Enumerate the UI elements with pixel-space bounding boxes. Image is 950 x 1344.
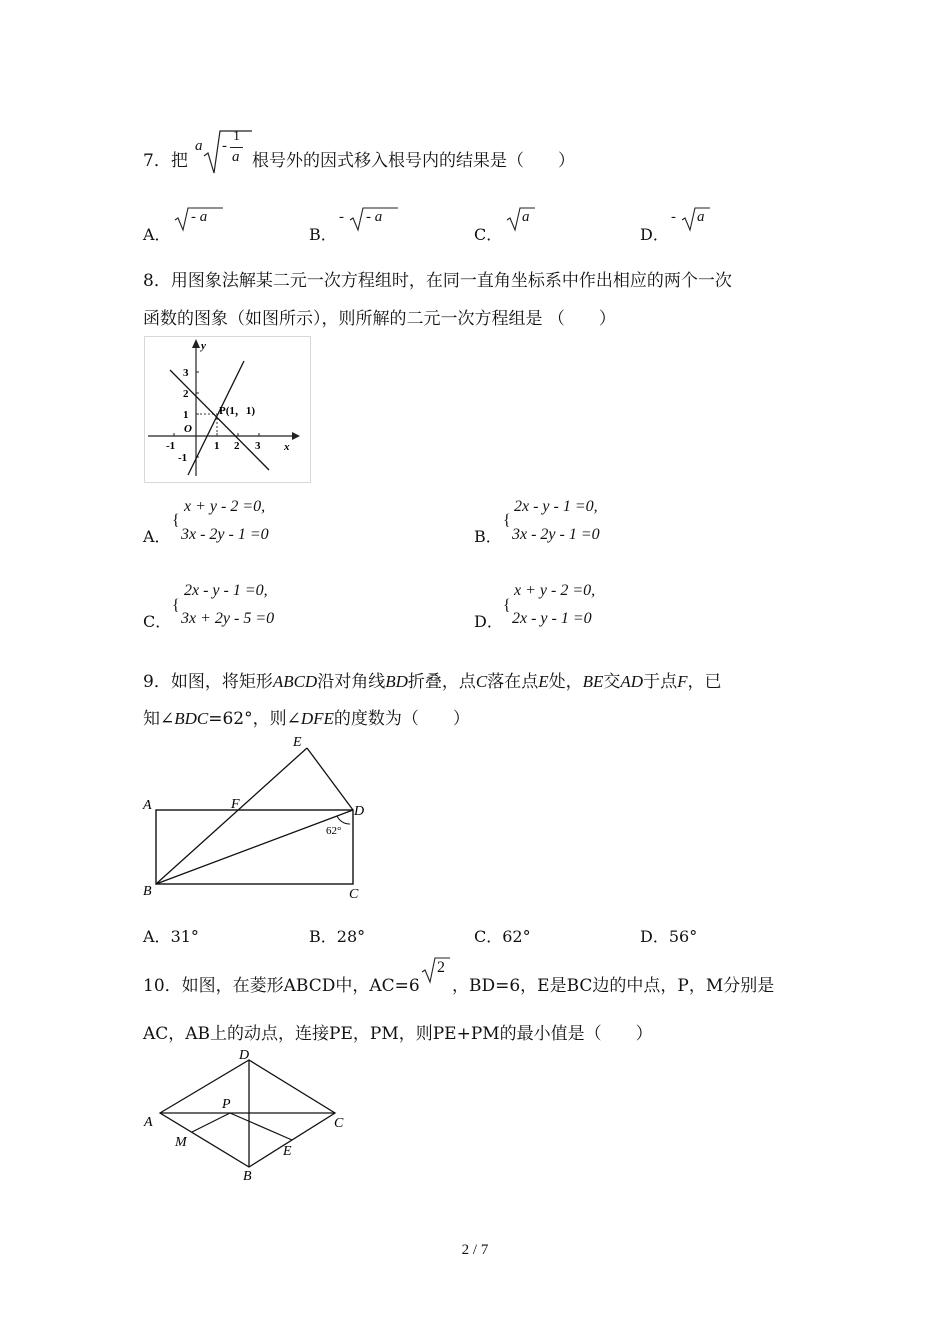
q8-tick-x-3: 3 [255,440,261,452]
q9-var-bd: BD [385,672,408,691]
q8-option-a-eq1: x + y - 2 =0, [184,498,266,515]
q8-option-b-eq1: 2x - y - 1 =0, [514,498,598,515]
q7-option-a-label: A． [143,225,171,244]
q9-option-c-value: 62° [502,927,531,946]
q10-label-e: E [283,1144,292,1159]
q8-option-a-brace: { [172,512,180,529]
q9-option-c-label: C． [474,927,503,946]
q9-option-d[interactable] [640,924,697,947]
q8-option-c-label: C． [143,612,172,631]
q9-number: 9． [143,672,171,692]
q8-option-b[interactable] [474,524,502,547]
q9-text-2c: 的度数为（ ） [333,709,470,729]
q9-var-dfe: DFE [300,709,334,728]
q8-origin-label: O [184,423,192,435]
q9-text-1c: 折叠，点 [407,672,476,692]
q9-option-b-label: B． [309,927,337,946]
q8-option-b-eq2: 3x - 2y - 1 =0 [512,526,600,543]
q10-segment-pm [192,1113,230,1132]
q9-text-1g: 于点 [643,672,678,692]
q9-var-e: E [538,672,549,691]
q7-option-b-label: B． [309,225,337,244]
page-number: 2 / 7 [461,1242,489,1258]
q9-diagonal-bd [156,810,353,884]
q7-expression [192,128,252,176]
q9-label-d: D [354,804,365,819]
q8-line1-text: 用图象法解某二元一次方程组时，在同一直角坐标系中作出相应的两个一次 [170,271,732,291]
q7-option-b-radicand: - a [366,209,383,225]
q9-label-b: B [143,884,152,899]
q8-tick-y-3: 3 [183,367,189,379]
q8-option-a-label: A． [143,527,171,546]
q7-suffix: 根号外的因式移入根号内的结果是（ ） [252,151,575,171]
q10-figure [140,1046,350,1180]
q9-segment-ed [307,748,353,810]
q9-var-bdc: BDC [174,709,209,728]
q8-option-a-eq2: 3x - 2y - 1 =0 [181,526,269,543]
q7-expr-a: a [195,138,203,154]
q7-option-d-radical [680,206,710,232]
q7-option-c[interactable] [474,222,502,245]
q10-label-a: A [144,1115,153,1130]
q9-text-1e: 处， [548,672,583,692]
q9-option-b-value: 28° [336,927,366,946]
q9-text-2a: 知∠ [143,709,175,729]
q9-figure [140,730,372,902]
q9-option-a-value: 31° [170,927,199,946]
q10-line2: AC，AB上的动点，连接PE，PM，则PE+PM的最小值是（ ） [143,1024,653,1044]
q9-label-c: C [349,887,359,902]
q9-var-c: C [475,672,488,691]
q9-label-a: A [143,798,152,813]
q8-number: 8． [143,271,171,291]
q9-option-c[interactable] [474,924,531,947]
q8-line2: 函数的图象（如图所示），则所解的二元一次方程组是 （ ） [143,309,616,329]
q9-option-d-value: 56° [668,927,698,946]
q8-tick-y-1: 1 [183,409,189,421]
q8-graph [144,336,312,484]
q7-option-c-radical [505,206,535,232]
q7-expr-num: 1 [233,129,240,144]
q8-option-d-eq1: x + y - 2 =0, [514,582,596,599]
q10-segment-pe [230,1113,292,1140]
q8-tick-x-2: 2 [234,440,240,452]
q10-label-c: C [334,1116,344,1131]
q9-option-a[interactable] [143,924,199,947]
q8-option-c-brace: { [172,597,180,614]
q10-sqrt-radicand: 2 [437,959,445,976]
q9-angle-label: 62° [326,825,342,837]
q9-label-e: E [293,735,302,750]
q10-text-1b: ，BD=6，E是BC边的中点，P，M分别是 [452,976,775,996]
q8-tick-x-neg1: -1 [166,440,176,452]
q9-label-f: F [231,797,240,812]
q10-line1-part1 [143,971,420,996]
q9-option-d-label: D． [640,927,669,946]
q7-option-d[interactable] [640,222,669,245]
q7-option-d-label: D． [640,225,669,244]
q7-option-c-radicand: a [522,209,530,225]
q8-option-c-eq1: 2x - y - 1 =0, [184,582,268,599]
q7-option-b[interactable] [309,222,337,245]
q9-line2 [143,704,470,729]
q8-option-d-label: D． [474,612,503,631]
q8-option-c[interactable] [143,609,171,632]
q9-text-1b: 沿对角线 [317,672,386,692]
q10-text-1a: 如图，在菱形ABCD中，AC=6 [181,976,420,996]
q9-text-1d: 落在点 [487,672,539,692]
q10-radical-sign [420,956,450,984]
q7-option-c-value [505,206,535,236]
q7-radical-sign [202,128,252,176]
q8-tick-y-2: 2 [183,388,189,400]
q7-option-d-sign: - [671,209,676,225]
q8-line1 [143,266,732,291]
q8-tick-x-1: 1 [214,440,220,452]
q9-angle-arc [337,816,350,824]
q8-option-a[interactable] [143,524,171,547]
q9-var-be: BE [582,672,604,691]
q8-option-c-eq2: 3x + 2y - 5 =0 [181,610,275,627]
q9-var-f: F [677,672,688,691]
q7-expr-minus: - [222,138,227,154]
q7-option-d-radicand: a [697,209,705,225]
q9-segment-be [156,748,307,884]
q7-number: 7． [143,151,171,171]
q8-x-label: x [284,441,290,453]
q9-line1 [143,667,721,692]
q8-option-b-brace: { [503,512,511,529]
q7-option-c-label: C． [474,225,503,244]
q8-tick-y-neg1: -1 [178,452,188,464]
q10-label-p: P [222,1097,231,1112]
q7-stem [143,146,188,171]
q7-option-b-sign: - [339,209,344,225]
q10-label-b: B [243,1169,252,1180]
q7-option-a[interactable] [143,222,171,245]
q7-option-a-radicand: - a [191,209,208,225]
q7-option-a-value [173,206,223,236]
q9-option-a-label: A． [143,927,171,946]
q10-label-m: M [175,1135,187,1150]
q9-text-1f: 交 [603,672,621,692]
q10-number: 10． [143,976,182,996]
q7-fraction-bar [230,147,243,148]
q9-text-2b: =62°，则∠ [208,709,301,729]
q8-option-b-label: B． [474,527,502,546]
q8-option-d-eq2: 2x - y - 1 =0 [512,610,592,627]
q10-label-d: D [239,1048,250,1063]
q8-y-label: y [201,340,206,352]
q7-expr-den: a [232,149,240,165]
q9-var-ad: AD [620,672,644,691]
q8-option-d[interactable] [474,609,503,632]
q10-sqrt [420,956,450,988]
q9-text-1h: ，已 [687,672,722,692]
q9-option-b[interactable] [309,924,365,947]
q9-var-abcd: ABCD [272,672,318,691]
q8-point-label: P(1，1) [219,405,256,417]
q9-text-1a: 如图，将矩形 [170,672,273,692]
q8-option-d-brace: { [503,597,511,614]
q7-prefix: 把 [170,151,188,171]
